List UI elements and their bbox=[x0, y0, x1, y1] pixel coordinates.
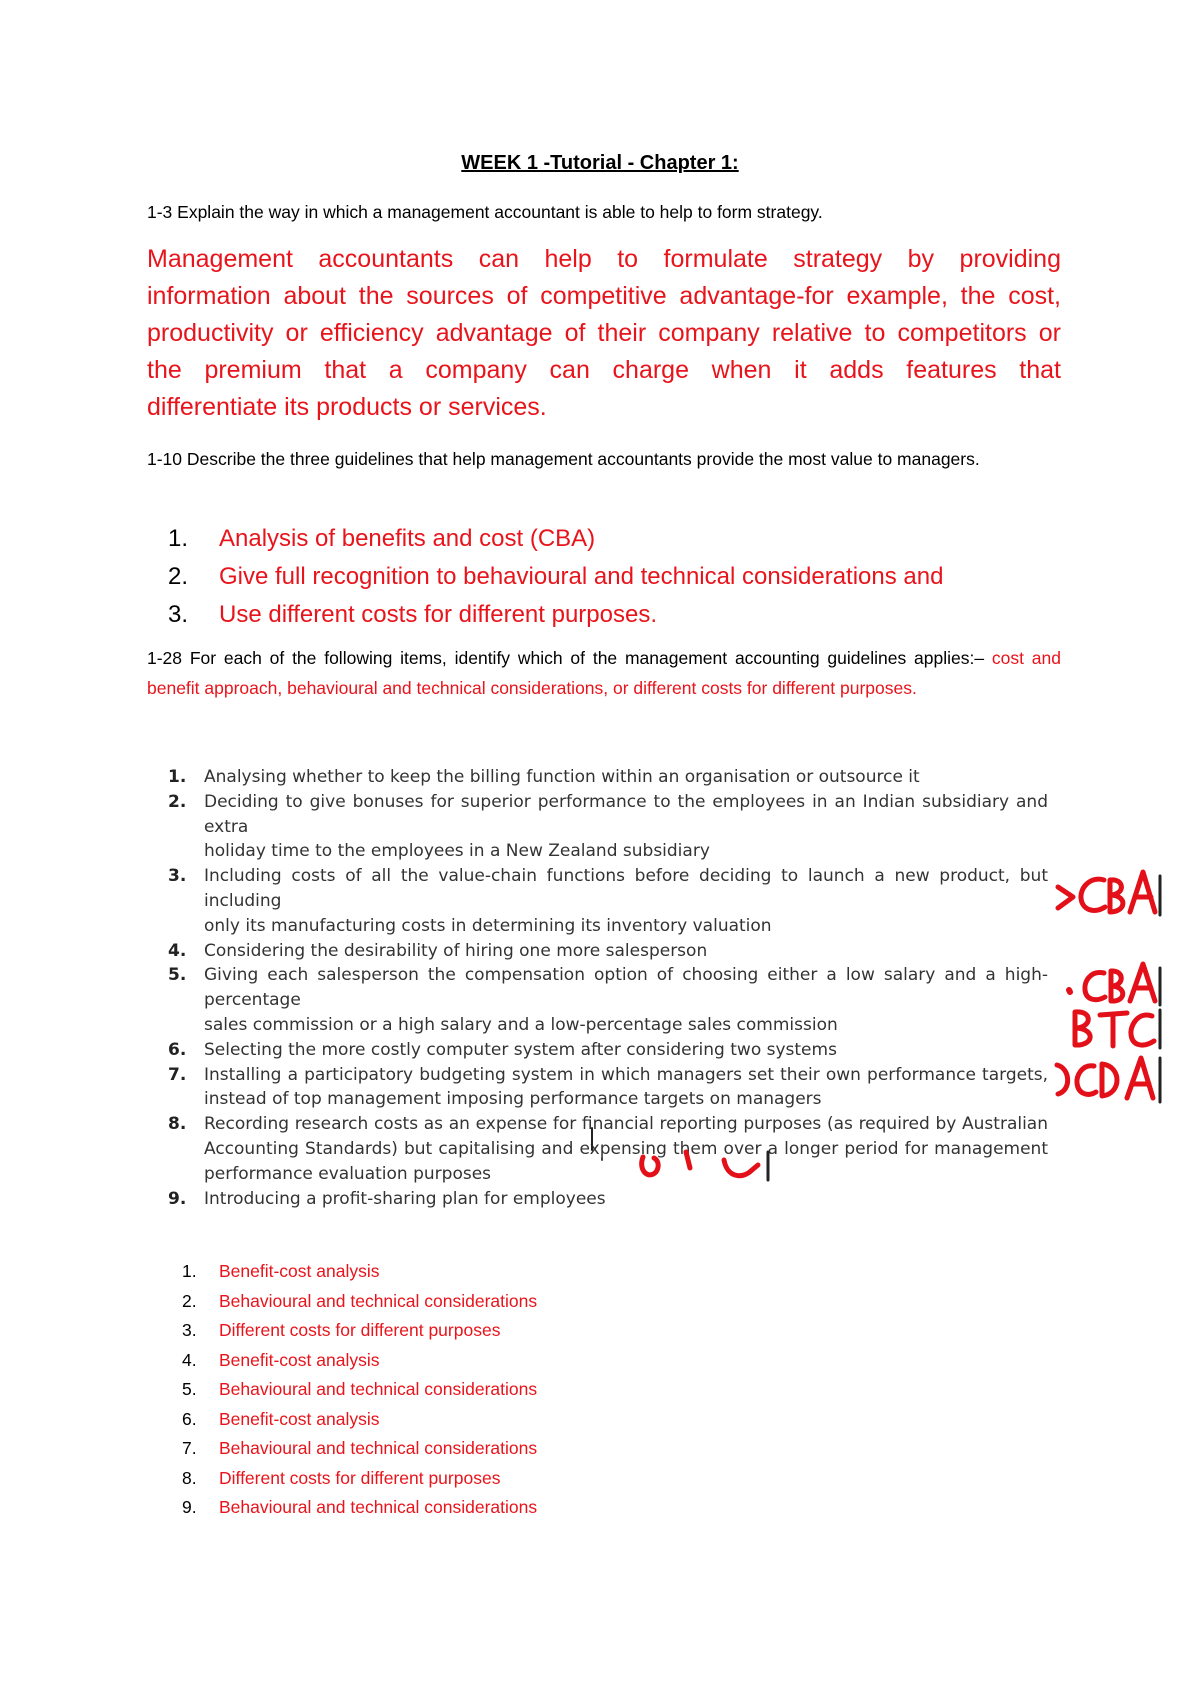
answer-1-3-line: productivity or efficiency advantage of their company relative to competitors or bbox=[147, 319, 1061, 347]
list-item: 8. Recording research costs as an expense for financial reporting purposes (as required by Australian Accounting Standards) but capitalising and expensing them over a longer period for management performance evaluation purposes bbox=[168, 1114, 1048, 1184]
list-item: 6. Benefit-cost analysis bbox=[182, 1408, 380, 1429]
list-item: 1. Analysis of benefits and cost (CBA) bbox=[168, 525, 596, 552]
answer-1-3-line: information about the sources of competitive advantage-for example, the cost, bbox=[147, 282, 1061, 310]
answer-1-3-line: Management accountants can help to formulate strategy by providing bbox=[147, 245, 1061, 273]
question-1-28-options: cost and benefit approach, behavioural and technical considerations, or different costs for different purposes. bbox=[147, 648, 1061, 698]
list-item: 5. Behavioural and technical considerations bbox=[182, 1379, 538, 1399]
list-item: 9. Behavioural and technical considerations bbox=[182, 1497, 538, 1517]
question-1-3: 1-3 Explain the way in which a management accountant is able to help to form strategy. bbox=[147, 202, 823, 222]
list-item: 6. Selecting the more costly computer system after considering two systems bbox=[168, 1039, 837, 1060]
question-1-10: 1-10 Describe the three guidelines that help management accountants provide the most value to managers. bbox=[147, 449, 980, 469]
handwritten-dcda-annotation bbox=[1057, 1058, 1160, 1102]
list-item: 3. Use different costs for different purposes. bbox=[168, 601, 658, 628]
list-item: 5. Giving each salesperson the compensation option of choosing either a low salary and a high-percentage sales commission or a high salary and a low-percentage sales commission bbox=[168, 965, 1048, 1035]
scanned-items-list bbox=[168, 765, 1048, 1211]
guidelines-list bbox=[168, 520, 943, 634]
handwritten-cba-annotation-1 bbox=[1058, 872, 1160, 915]
list-item: 1. Analysing whether to keep the billing function within an organisation or outsource it bbox=[168, 767, 920, 787]
list-item: 3. Different costs for different purposes bbox=[182, 1320, 501, 1340]
question-1-28 bbox=[147, 643, 1061, 703]
list-item: 8. Different costs for different purposes bbox=[182, 1467, 501, 1488]
page-title: WEEK 1 -Tutorial - Chapter 1: bbox=[461, 152, 739, 174]
list-item: 4. Benefit-cost analysis bbox=[182, 1349, 380, 1370]
list-item: 2. Give full recognition to behavioural and technical considerations and bbox=[168, 563, 944, 590]
answer-1-3-line: the premium that a company can charge when it adds features that bbox=[147, 356, 1061, 384]
answers-list bbox=[182, 1257, 537, 1523]
list-item: 1. Benefit-cost analysis bbox=[182, 1261, 380, 1281]
handwritten-btc-annotation bbox=[1075, 1010, 1160, 1048]
list-item: 9. Introducing a profit-sharing plan for employees bbox=[168, 1188, 606, 1209]
answer-1-3-line: differentiate its products or services. bbox=[147, 393, 547, 421]
handwritten-cba-annotation-2 bbox=[1069, 964, 1160, 1005]
list-item: 2. Behavioural and technical considerations bbox=[182, 1290, 538, 1311]
list-item: 2. Deciding to give bonuses for superior performance to the employees in an Indian subsidiary and extra holiday time to the employees in a New Zealand subsidiary bbox=[168, 791, 1048, 862]
list-item: 3. Including costs of all the value-chain functions before deciding to launch a new product, but including only its manufacturing costs in determining its inventory valuation bbox=[168, 866, 1048, 936]
question-1-28-text: 1-28 For each of the following items, identify which of the management accounting guidelines applies:– bbox=[147, 648, 992, 668]
answer-1-3 bbox=[147, 241, 1061, 426]
list-item: 4. Considering the desirability of hiring one more salesperson bbox=[168, 940, 708, 961]
list-item: 7. Behavioural and technical considerations bbox=[182, 1438, 538, 1458]
list-item: 7. Installing a participatory budgeting system in which managers set their own performance targets, instead of top management imposing performance targets on managers bbox=[168, 1064, 1048, 1110]
